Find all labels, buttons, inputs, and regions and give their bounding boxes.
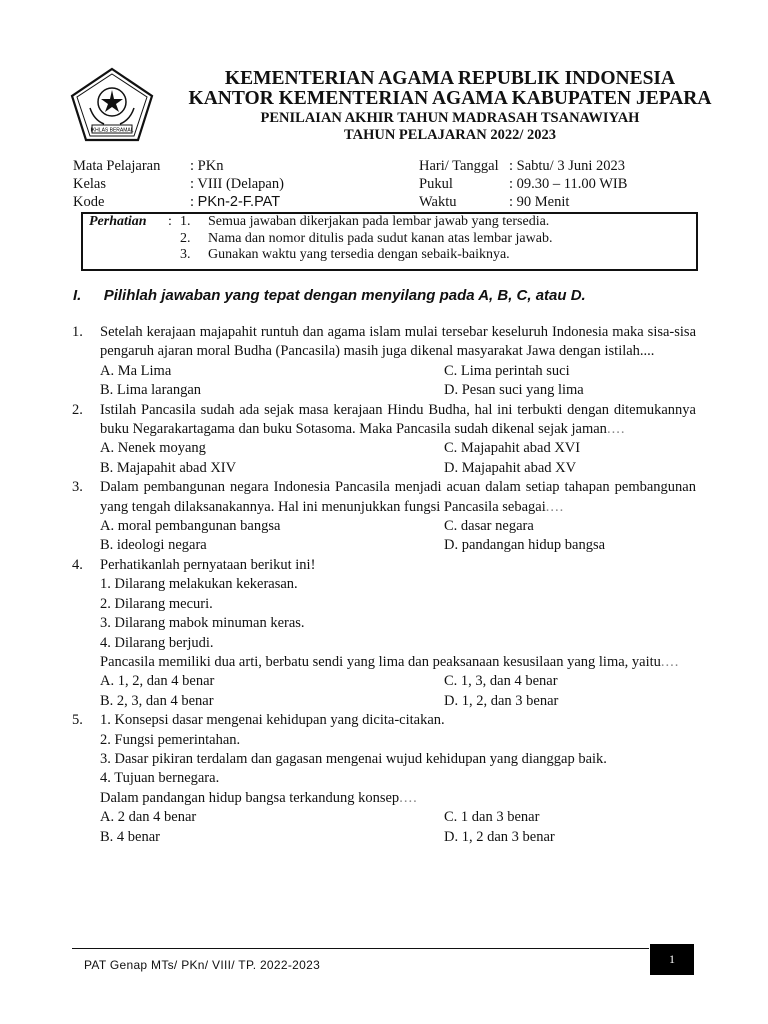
option-b: B. Lima larangan [100,382,202,399]
code-text: PKn-2-F.PAT [197,194,281,210]
notice-text-1: Semua jawaban dikerjakan pada lembar jawab yang tersedia. [208,214,550,229]
statement-4: 4. Tujuan bernegara. [100,770,220,787]
option-a: A. 1, 2, dan 4 benar [100,673,215,690]
statement-3: 3. Dilarang mabok minuman keras. [100,615,305,632]
question-text: Istilah Pancasila sudah ada sejak masa kerajaan Hindu Budha, hal ini terbukti dengan ditemukannya buku Negarakartagama dan buku Sotasoma. Maka Pancasila sudah dikenal sejak jaman [100,401,696,438]
answer-options [100,808,696,847]
answer-options [100,362,696,401]
question-text-block [100,789,696,808]
question-text: Dalam pembangunan negara Indonesia Pancasila menjadi acuan dalam setiap tahapan pembangunan yang tengah dilaksanakannya. Hal ini menunjukkan fungsi Pancasila sebagai [100,479,696,515]
exam-title: PENILAIAN AKHIR TAHUN MADRASAH TSANAWIYAH [260,110,640,126]
footer-text: PAT Genap MTs/ PKn/ VIII/ TP. 2022-2023 [84,958,321,972]
notice-num-2: 2. [180,231,191,246]
time-label: Pukul [419,176,453,192]
question-text-block [100,653,696,672]
duration-label: Waktu [419,194,457,210]
question-prompt: Pancasila memiliki dua arti, berbatu sendi yang lima dan peaksanaan kesusilaan yang lima, yaitu [100,653,661,670]
question-number: 2. [72,401,83,418]
answer-options [100,517,696,556]
notice-colon: : [168,214,172,229]
option-c: C. dasar negara [444,518,534,535]
question-number: 5. [72,712,83,729]
code-label: Kode [73,194,105,210]
statement-4: 4. Dilarang berjudi. [100,634,214,651]
option-c: C. 1 dan 3 benar [444,809,540,826]
statement-2: 2. Dilarang mecuri. [100,595,213,612]
notice-label: Perhatian [89,214,147,229]
ministry-title: KEMENTERIAN AGAMA REPUBLIK INDONESIA [224,68,676,89]
option-b: B. Majapahit abad XIV [100,459,237,476]
answer-options [100,439,696,478]
notice-num-1: 1. [180,214,191,229]
logo-motto-text: IKHLAS BERAMAL [90,127,134,134]
section-number: I. [73,287,82,304]
question-number: 3. [72,479,83,496]
option-a: A. Nenek moyang [100,440,206,457]
statement-3: 3. Dasar pikiran terdalam dan gagasan mengenai wujud kehidupan yang dianggap baik. [100,750,607,767]
subject-value: : PKn [190,158,224,174]
subject-label: Mata Pelajaran [73,158,161,174]
time-value: : 09.30 – 11.00 WIB [509,176,628,192]
ellipsis: .... [660,653,680,670]
day-value: : Sabtu/ 3 Juni 2023 [509,158,626,174]
option-b: B. 4 benar [100,828,160,845]
question-text-block [100,401,696,440]
question-text-block [100,478,696,517]
option-d: D. 1, 2 dan 3 benar [444,828,555,845]
statement-1: 1. Konsepsi dasar mengenai kehidupan yang dicita-citakan. [100,712,445,729]
notice-num-3: 3. [180,247,191,262]
ministry-emblem-logo [68,66,156,144]
option-c: C. Majapahit abad XVI [444,440,581,457]
code-value: : PKn-2-F.PAT [190,194,281,210]
option-d: D. Pesan suci yang lima [444,382,584,399]
option-d: D. pandangan hidup bangsa [444,537,606,554]
section-instruction: Pilihlah jawaban yang tepat dengan menyilang pada A, B, C, atau D. [103,287,586,304]
class-value: : VIII (Delapan) [190,176,284,192]
question-number: 1. [72,324,83,340]
answer-options [100,672,696,711]
statement-2: 2. Fungsi pemerintahan. [100,731,241,748]
class-label: Kelas [73,176,107,192]
footer-divider [72,948,649,949]
day-label: Hari/ Tanggal [419,158,499,174]
question-prompt: Dalam pandangan hidup bangsa terkandung konsep [100,789,400,806]
academic-year: TAHUN PELAJARAN 2022/ 2023 [344,127,556,143]
option-c: C. 1, 3, dan 4 benar [444,673,558,690]
question-number: 4. [72,556,83,573]
option-c: C. Lima perintah suci [444,362,570,379]
question-2 [72,401,696,479]
office-title: KANTOR KEMENTERIAN AGAMA KABUPATEN JEPARA [188,88,712,109]
question-3 [72,478,696,556]
section-heading [73,287,586,304]
option-a: A. moral pembangunan bangsa [100,518,281,535]
notice-text-3: Gunakan waktu yang tersedia dengan sebaik-baiknya. [208,247,510,262]
option-d: D. 1, 2, dan 3 benar [444,692,559,709]
question-4 [72,556,696,711]
question-list [72,323,696,847]
option-b: B. ideologi negara [100,537,207,554]
ellipsis: .... [606,421,626,438]
question-text: Perhatikanlah pernyataan berikut ini! [100,556,316,573]
page-number: 1 [650,944,694,975]
duration-value: : 90 Menit [509,194,570,210]
question-1 [72,323,696,401]
notice-text-2: Nama dan nomor ditulis pada sudut kanan atas lembar jawab. [208,231,553,246]
option-b: B. 2, 3, dan 4 benar [100,692,214,709]
question-5 [72,711,696,847]
question-text: Setelah kerajaan majapahit runtuh dan agama islam mulai tersebar keseluruh Indonesia maka sisa-sisa pengaruh ajaran moral Budha (Pancasila) masih juga dikenal masyarakat Jawa dengan istilah.... [100,324,696,360]
statement-1: 1. Dilarang melakukan kekerasan. [100,576,298,593]
ellipsis: .... [399,789,418,806]
ellipsis: .... [545,498,565,515]
option-d: D. Majapahit abad XV [444,459,577,476]
option-a: A. 2 dan 4 benar [100,809,197,826]
option-a: A. Ma Lima [100,362,172,379]
